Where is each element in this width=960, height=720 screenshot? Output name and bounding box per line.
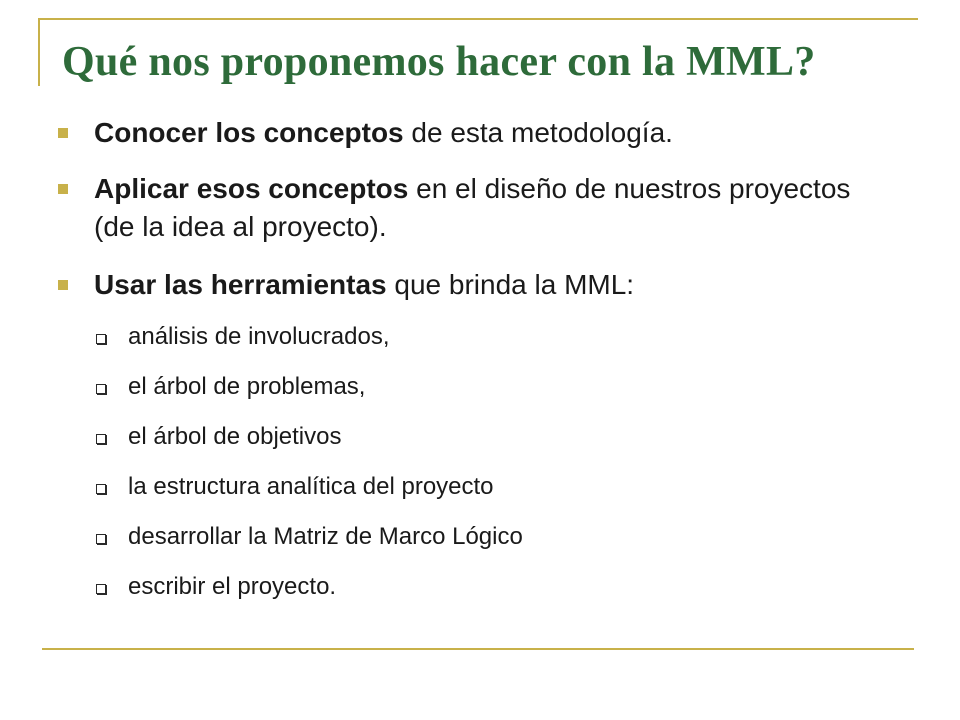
bullet-rest-text: en el diseño de nuestros proyectos (de la idea al proyecto).	[94, 173, 851, 242]
bullet-bold-text: Aplicar esos conceptos	[94, 173, 409, 204]
hollow-square-bullet-icon	[96, 484, 106, 494]
sub-bullet-text: análisis de involucrados,	[128, 323, 390, 350]
sub-bullet-text: el árbol de objetivos	[128, 423, 342, 450]
bullet-text	[94, 114, 854, 152]
hollow-square-bullet-icon	[96, 434, 106, 444]
sub-bullet-text: el árbol de problemas,	[128, 373, 366, 400]
bullet-bold-text: Usar las herramientas	[94, 269, 387, 300]
square-bullet-icon	[58, 280, 68, 290]
slide-title: Qué nos proponemos hacer con la MML?	[62, 39, 816, 85]
bullet-text	[94, 170, 854, 246]
hollow-square-bullet-icon	[96, 584, 106, 594]
hollow-square-bullet-icon	[96, 384, 106, 394]
bullet-bold-text: Conocer los conceptos	[94, 117, 404, 148]
bullet-rest-text: de esta metodología.	[403, 117, 673, 148]
frame-bottom-rule	[42, 648, 914, 650]
sub-bullet-text: escribir el proyecto.	[128, 573, 337, 600]
square-bullet-icon	[58, 128, 68, 138]
frame-top-rule	[38, 18, 918, 20]
square-bullet-icon	[58, 184, 68, 194]
bullet-rest-text: que brinda la MML:	[386, 269, 635, 300]
bullet-text	[94, 266, 854, 304]
frame-vertical-rule	[38, 18, 40, 86]
sub-bullet-text: la estructura analítica del proyecto	[128, 473, 494, 500]
sub-bullet-text: desarrollar la Matriz de Marco Lógico	[128, 523, 523, 550]
hollow-square-bullet-icon	[96, 334, 106, 344]
hollow-square-bullet-icon	[96, 534, 106, 544]
